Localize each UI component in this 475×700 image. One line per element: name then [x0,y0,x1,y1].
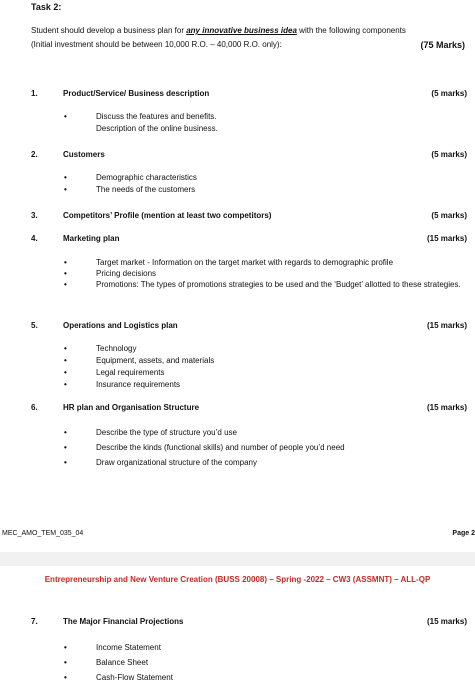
section-title: HR plan and Organisation Structure [63,403,200,412]
list-item: • Promotions: The types of promotions strategies to be used and the ‘Budget’ allotted to these strategies. [64,280,461,289]
section-title: Marketing plan [63,234,120,243]
section-number: 1. [31,89,38,98]
section-marks: (15 marks) [426,234,467,243]
section-7-items [64,640,464,685]
section-number: 7. [31,617,38,626]
bullet-icon: • [64,280,67,289]
list-item: • Describe the type of structure you’d use [64,425,468,440]
task-title: Task 2: [31,2,62,12]
page-divider [0,552,475,566]
section-number: 4. [31,234,38,243]
section-title: Competitors’ Profile (mention at least two competitors) [63,211,272,220]
task-intro [31,24,471,52]
section-title: Product/Service/ Business description [63,89,210,98]
bullet-icon: • [64,368,67,377]
bullet-icon: • [64,428,67,437]
section-2-items [64,172,464,196]
intro-emphasis: any innovative business idea [186,26,297,35]
intro-line-2: (Initial investment should be between 10,000 R.O. – 40,000 R.O. only): [31,40,282,49]
list-item: • Technology [64,344,137,353]
section-marks: (5 marks) [431,211,467,220]
bullet-icon: • [64,380,67,389]
list-item: • Equipment, assets, and materials [64,356,215,365]
section-number: 3. [31,211,38,220]
bullet-icon: • [64,658,67,667]
section-number: 5. [31,321,38,330]
section-5-items [64,343,464,391]
document-code: MEC_AMO_TEM_035_04 [2,530,84,537]
section-number: 2. [31,150,38,159]
bullet-icon: • [64,443,67,452]
section-marks: (15 marks) [426,403,467,412]
section-marks: (15 marks) [426,617,467,626]
list-item: • Discuss the features and benefits. [64,112,217,121]
section-title: Customers [63,150,105,159]
bullet-icon: • [64,173,67,182]
course-header: Entrepreneurship and New Venture Creation (BUSS 20008) – Spring -2022 – CW3 (ASSMNT) – ALL-QP [44,575,431,584]
bullet-icon: • [64,344,67,353]
page-number: Page 2 [452,530,475,537]
section-marks: (15 marks) [426,321,467,330]
section-marks: (5 marks) [431,89,467,98]
list-item: • Pricing decisions [64,269,157,278]
bullet-icon: • [64,185,67,194]
list-item: • Income Statement [64,640,464,655]
bullet-icon: • [64,643,67,652]
list-item: • Legal requirements [64,368,165,377]
list-item: • The needs of the customers [64,185,196,194]
list-item: • Demographic characteristics [64,173,197,182]
section-title: Operations and Logistics plan [63,321,178,330]
section-number: 6. [31,403,38,412]
section-6-items [64,425,468,470]
bullet-icon: • [64,112,67,121]
section-title: The Major Financial Projections [63,617,184,626]
list-item: • Describe the kinds (functional skills) and number of people you’d need [64,440,468,455]
intro-line-1 [31,24,471,38]
total-marks: (75 Marks) [420,40,465,50]
intro-text-a: Student should develop a business plan for [31,26,187,35]
bullet-icon: • [64,356,67,365]
list-item: • Cash-Flow Statement [64,670,464,685]
section-4-items [64,257,468,290]
bullet-icon: • [64,269,67,278]
bullet-icon: • [64,673,67,682]
list-item: • Draw organizational structure of the company [64,455,468,470]
intro-text-b: with the following components [296,26,406,35]
list-item: Description of the online business. [96,124,218,133]
list-item: • Target market - Information on the target market with regards to demographic profile [64,258,394,267]
list-item: • Insurance requirements [64,380,181,389]
bullet-icon: • [64,458,67,467]
bullet-icon: • [64,258,67,267]
section-1-items [64,111,464,135]
section-marks: (5 marks) [431,150,467,159]
list-item: • Balance Sheet [64,655,464,670]
